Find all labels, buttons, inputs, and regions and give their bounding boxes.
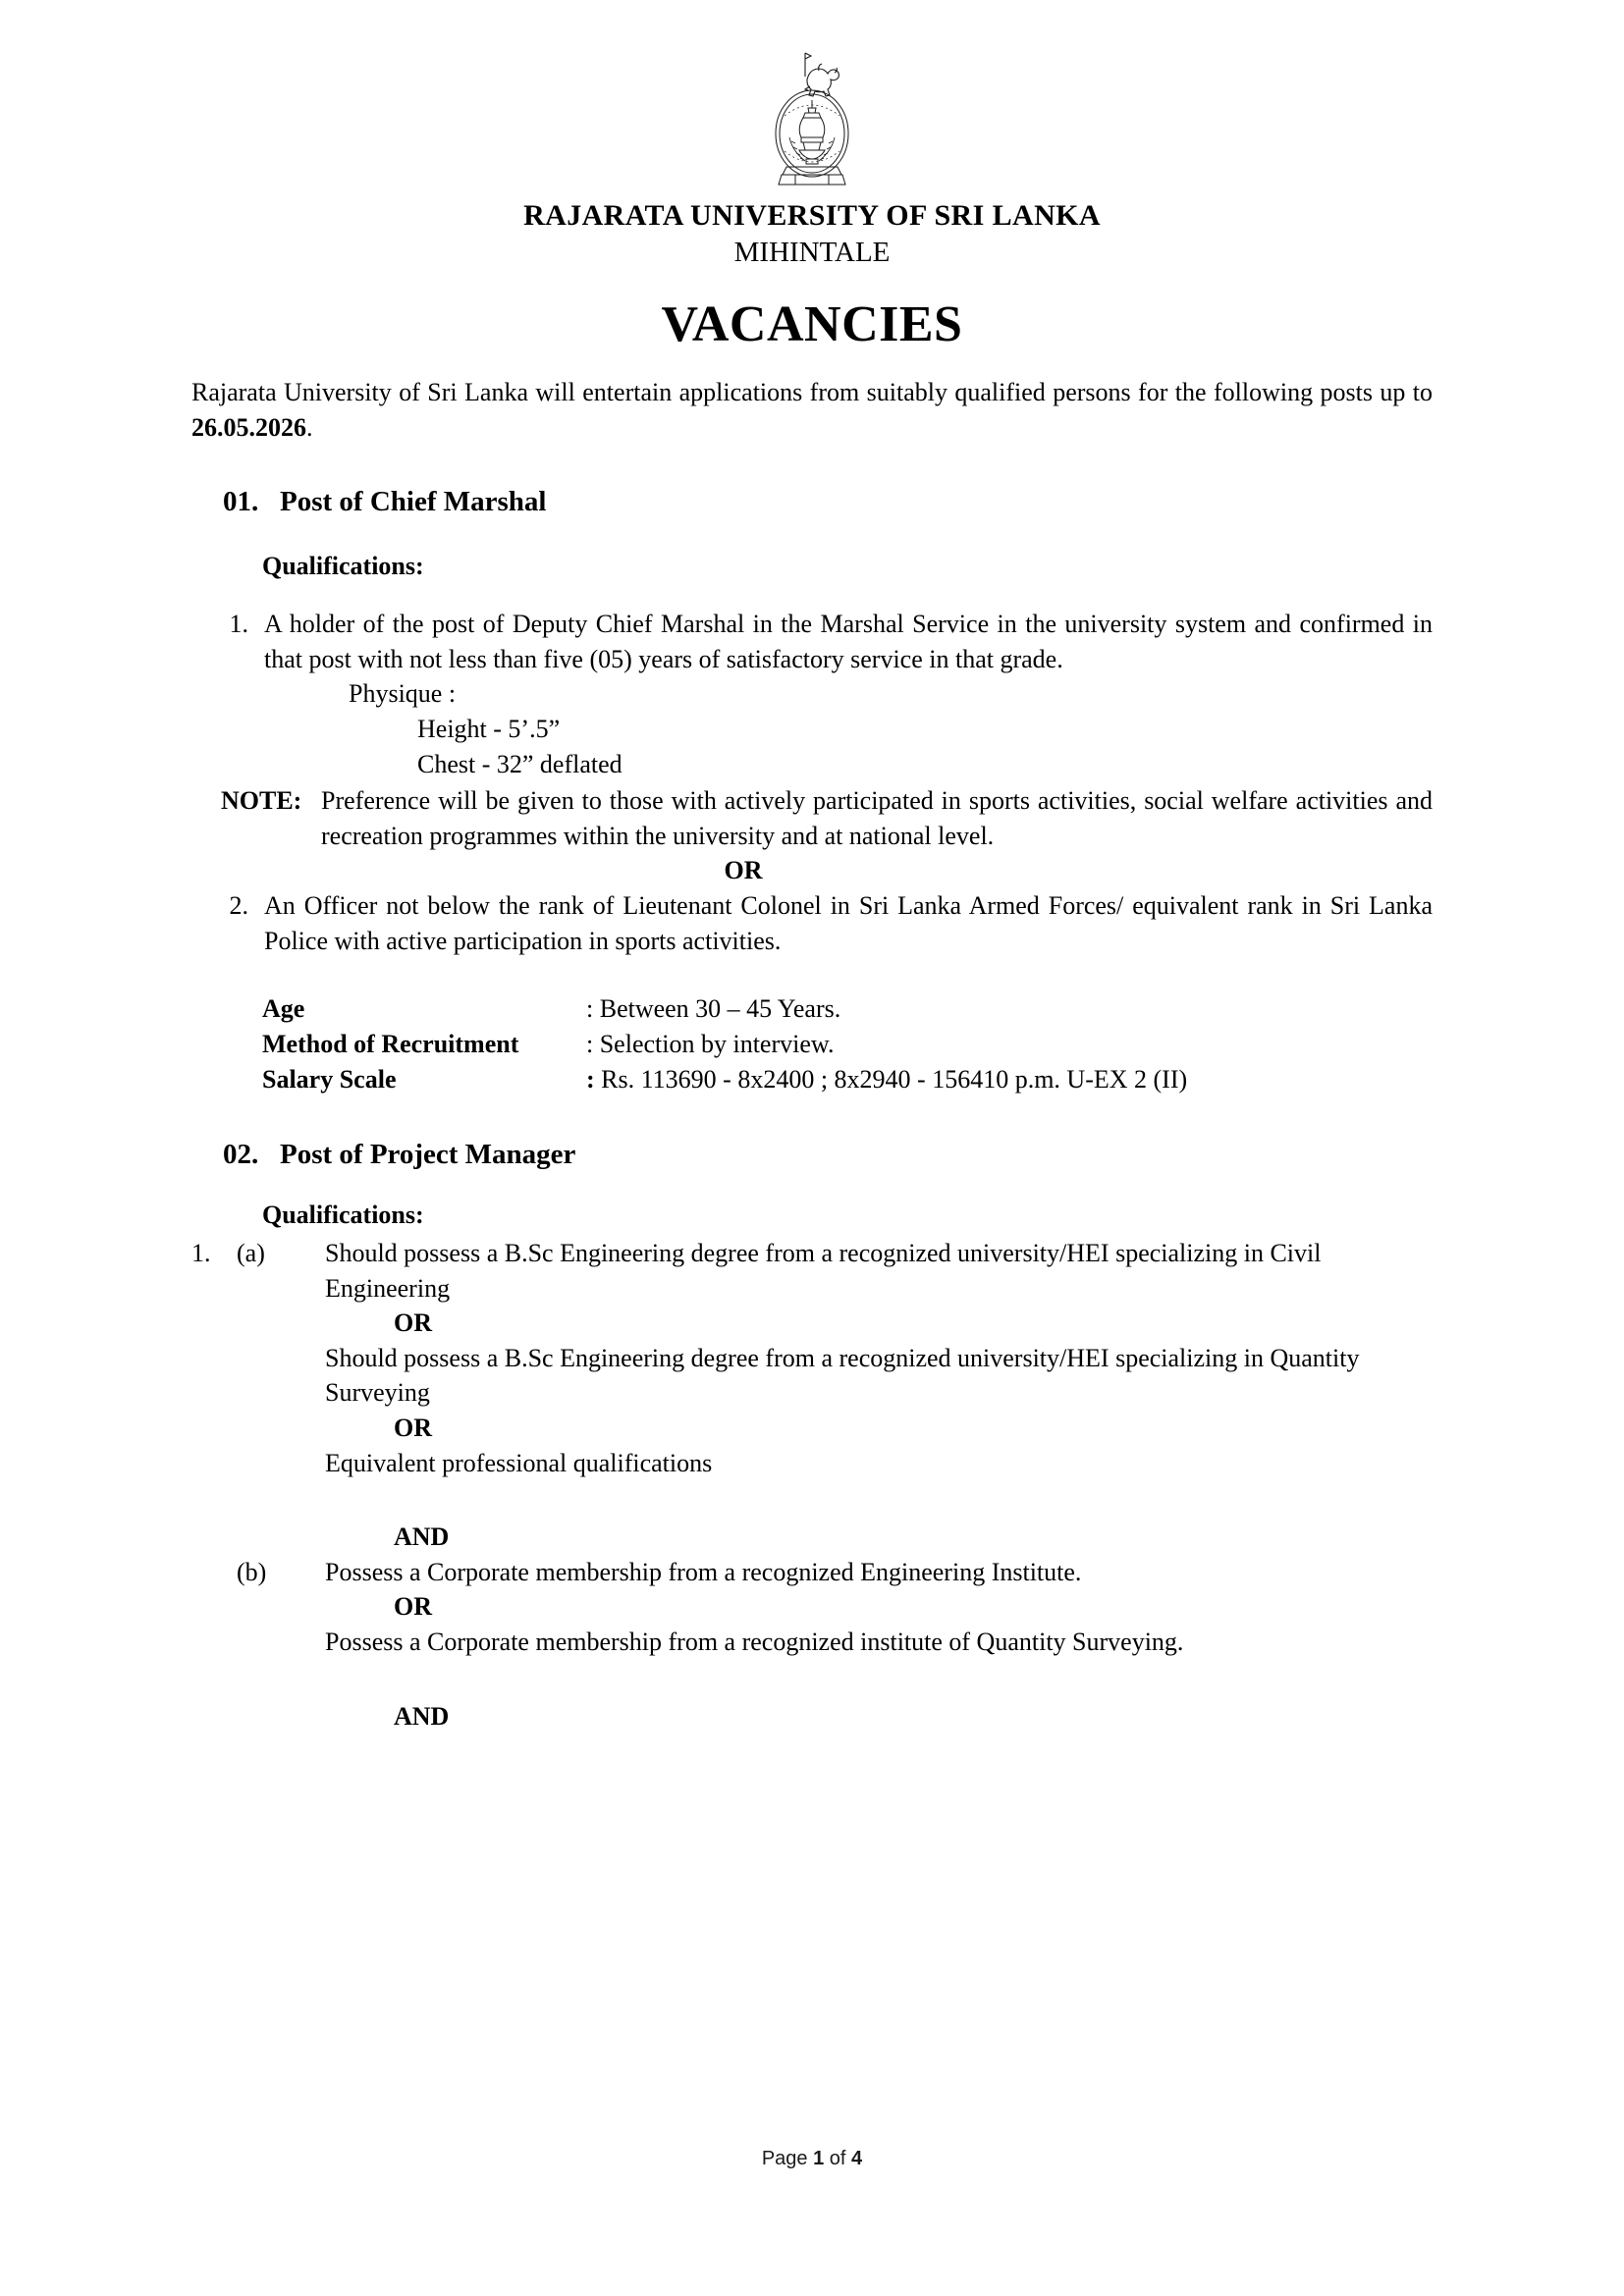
post2-qualification-item-2b: Possess a Corporate membership from a recognized institute of Quantity Surveying. (325, 1628, 1184, 1656)
list-text: An Officer not below the rank of Lieutenant Colonel in Sri Lanka Armed Forces/ equivalent rank in Sri Lanka Police with active participation in sports activities. (264, 891, 1433, 955)
meta-key: Method of Recruitment (262, 1030, 519, 1059)
post1-note (191, 783, 1433, 853)
post1-or-separator: OR (724, 856, 763, 885)
post-number-1: 01. (223, 486, 259, 518)
page-title: VACANCIES (661, 295, 963, 352)
university-crest-icon (754, 47, 870, 192)
post-number-2: 02. (223, 1138, 259, 1170)
list-text: A holder of the post of Deputy Chief Marshal in the Marshal Service in the university system and confirmed in that post with not less than five (05) years of satisfactory service in that grade. (264, 610, 1433, 673)
university-name: RAJARATA UNIVERSITY OF SRI LANKA (523, 199, 1101, 232)
physique-label: Physique : (349, 679, 457, 709)
post2-qualification-item-2a (191, 1555, 1433, 1590)
meta-row-salary-scale (262, 1062, 1433, 1097)
footer-middle: of (824, 2148, 852, 2169)
qualifications-label-2: Qualifications: (262, 1200, 424, 1229)
list-marker: 2. (229, 891, 248, 921)
list-text: Possess a Corporate membership from a recognized Engineering Institute. (325, 1557, 1082, 1586)
spacer (191, 1480, 1433, 1520)
footer-prefix: Page (761, 2148, 814, 2169)
footer-total-pages: 4 (851, 2148, 863, 2169)
qualifications-label-1: Qualifications: (262, 552, 424, 581)
spacer (191, 1660, 1433, 1699)
meta-value-text: Rs. 113690 - 8x2400 ; 8x2940 - 156410 p.m. U-EX 2 (II) (594, 1065, 1188, 1095)
meta-row-age (262, 991, 1433, 1027)
meta-value: : Between 30 – 45 Years. (586, 994, 841, 1024)
meta-value-colon: : (586, 1065, 595, 1095)
post-heading-2 (191, 1139, 1433, 1171)
intro-paragraph (191, 375, 1433, 445)
intro-text-before: Rajarata University of Sri Lanka will entertain applications from suitably qualified persons for the following posts up to (191, 377, 1433, 406)
list-sub-marker: (b) (237, 1557, 267, 1586)
physique-height: Height - 5’.5” (417, 715, 561, 744)
university-city: MIHINTALE (733, 236, 891, 268)
meta-value (586, 1062, 1433, 1097)
page-footer (0, 2148, 1624, 2170)
university-crest-container (191, 47, 1433, 192)
post1-qualification-item-1 (191, 607, 1433, 676)
list-text: Should possess a B.Sc Engineering degree from a recognized university/HEI specializing in Civil Engineering (325, 1238, 1322, 1303)
list-marker-empty (191, 1555, 237, 1590)
post2-and-separator-1: AND (394, 1522, 450, 1552)
post1-qualification-item-2 (191, 888, 1433, 958)
post2-or-separator-3: OR (394, 1592, 432, 1622)
post2-or-separator-1: OR (394, 1308, 432, 1338)
post2-qualification-item-1a (191, 1236, 1433, 1306)
list-marker: 1. (191, 1238, 211, 1267)
footer-current-page: 1 (813, 2148, 825, 2169)
meta-key: Salary Scale (262, 1065, 397, 1095)
note-label: NOTE: (221, 786, 302, 816)
post-title-2: Post of Project Manager (280, 1138, 576, 1170)
intro-text-after: . (306, 412, 313, 442)
meta-row-method-of-recruitment (262, 1027, 1433, 1062)
note-text: Preference will be given to those with actively participated in sports activities, social welfare activities and recreation programmes within the university and at national level. (321, 786, 1433, 850)
physique-chest: Chest - 32” deflated (417, 749, 623, 778)
list-marker: 1. (229, 610, 248, 639)
meta-key: Age (262, 994, 305, 1024)
post2-and-separator-2: AND (394, 1701, 450, 1731)
post-heading-1 (191, 486, 1433, 518)
list-sub-marker: (a) (237, 1238, 265, 1267)
post1-meta-table (191, 991, 1433, 1097)
post-title-1: Post of Chief Marshal (280, 486, 547, 518)
post2-or-separator-2: OR (394, 1413, 432, 1442)
application-deadline: 26.05.2026 (191, 412, 306, 442)
post2-qualification-item-1c: Equivalent professional qualifications (325, 1448, 713, 1477)
meta-value: : Selection by interview. (586, 1030, 835, 1059)
post2-qualification-item-1b: Should possess a B.Sc Engineering degree from a recognized university/HEI specializing in Quantity Surveying (325, 1343, 1360, 1408)
